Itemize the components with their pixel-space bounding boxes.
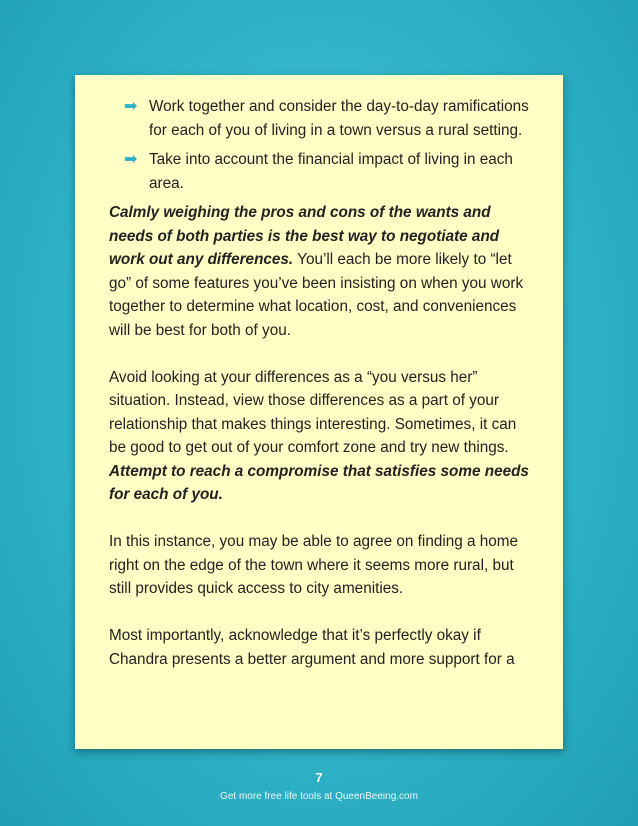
arrow-right-icon: ➡ <box>124 98 138 115</box>
bullet-item <box>124 148 529 195</box>
bullet-text: Take into account the financial impact of living in each area. <box>149 151 513 192</box>
emphasis-text: Attempt to reach a compromise that satisfies some needs for each of you. <box>109 462 529 503</box>
bullet-text: Work together and consider the day-to-day ramifications for each of you of living in a town versus a rural setting. <box>149 98 529 139</box>
paragraph-text: You’ll each be more likely to “let go” of some features you’ve been insisting on when you work together to determine what location, cost, and conveniences will be best for both of you. <box>109 251 524 339</box>
paragraph-importantly: Most importantly, acknowledge that it’s perfectly okay if Chandra presents a better argument and more support for a <box>109 627 515 668</box>
paragraph-instance: In this instance, you may be able to agree on finding a home right on the edge of the town where it seems more rural, but still provides quick access to city amenities. <box>109 533 519 597</box>
paragraph-differences <box>109 366 529 507</box>
paragraph-negotiate <box>109 201 529 342</box>
footer-link[interactable]: Get more free life tools at QueenBeeing.com <box>220 791 418 802</box>
emphasis-text: Calmly weighing the pros and cons of the wants and needs of both parties is the best way to negotiate and work out any differences. <box>109 204 500 268</box>
content-card <box>75 75 563 749</box>
page-number: 7 <box>315 770 323 785</box>
arrow-right-icon: ➡ <box>124 151 138 168</box>
paragraph-text: Avoid looking at your differences as a “you versus her” situation. Instead, view those differences as a part of your relationship that makes things interesting. Sometimes, it can be good to get out of your comfort zone and try new things. <box>109 368 517 456</box>
bullet-item <box>124 95 529 142</box>
